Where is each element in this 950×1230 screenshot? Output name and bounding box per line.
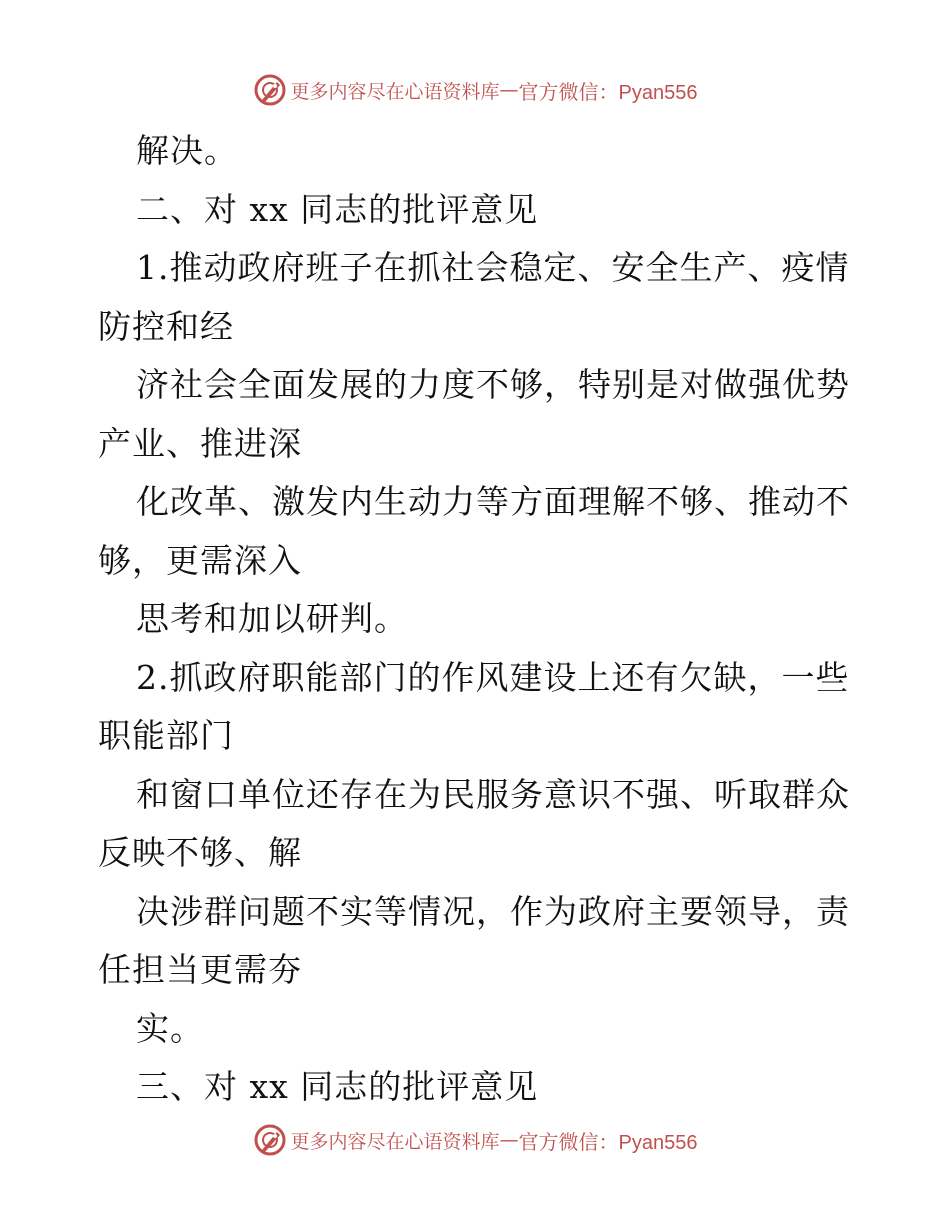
section-heading: 三、对 xx 同志的批评意见 (136, 1067, 539, 1106)
section-heading: 二、对 xx 同志的批评意见 (136, 189, 539, 229)
paragraph-line: 防控和经 (98, 306, 234, 346)
paragraph-line: 化改革、激发内生动力等方面理解不够、推动不 (136, 482, 850, 521)
paragraph-line: 反映不够、解 (98, 833, 302, 872)
paragraph-line: 实。 (136, 1008, 204, 1048)
paragraph-line: 够，更需深入 (98, 540, 302, 580)
paragraph-line: 和窗口单位还存在为民服务意识不强、听取群众 (136, 774, 850, 814)
paragraph-line: 济社会全面发展的力度不够，特别是对做强优势 (136, 365, 850, 404)
paragraph-line: 2.抓政府职能部门的作风建设上还有欠缺，一些 (136, 657, 850, 697)
banner-text: 更多内容尽在心语资料库 (290, 80, 500, 103)
paragraph-line: 任担当更需夯 (98, 950, 302, 989)
paragraph-line: 1.推动政府班子在抓社会稳定、安全生产、疫情 (136, 248, 850, 287)
pen-nib-logo-icon (253, 73, 287, 107)
paragraph-line: 职能部门 (98, 716, 234, 755)
header-banner (0, 70, 950, 110)
banner-separator: — (499, 79, 519, 101)
banner-separator: — (499, 1129, 519, 1151)
banner-text: 更多内容尽在心语资料库 (290, 1130, 500, 1153)
banner-wechat: 官方微信：Pyan556 (518, 1131, 698, 1154)
pen-nib-logo-icon (253, 1123, 287, 1157)
paragraph-line: 思考和加以研判。 (136, 599, 408, 638)
document-body (98, 122, 858, 1117)
footer-banner (0, 1120, 950, 1160)
paragraph-line: 决涉群问题不实等情况，作为政府主要领导，责 (136, 891, 850, 931)
paragraph-line: 解决。 (136, 131, 238, 170)
paragraph-line: 产业、推进深 (98, 423, 302, 463)
banner-wechat: 官方微信：Pyan556 (518, 81, 698, 104)
